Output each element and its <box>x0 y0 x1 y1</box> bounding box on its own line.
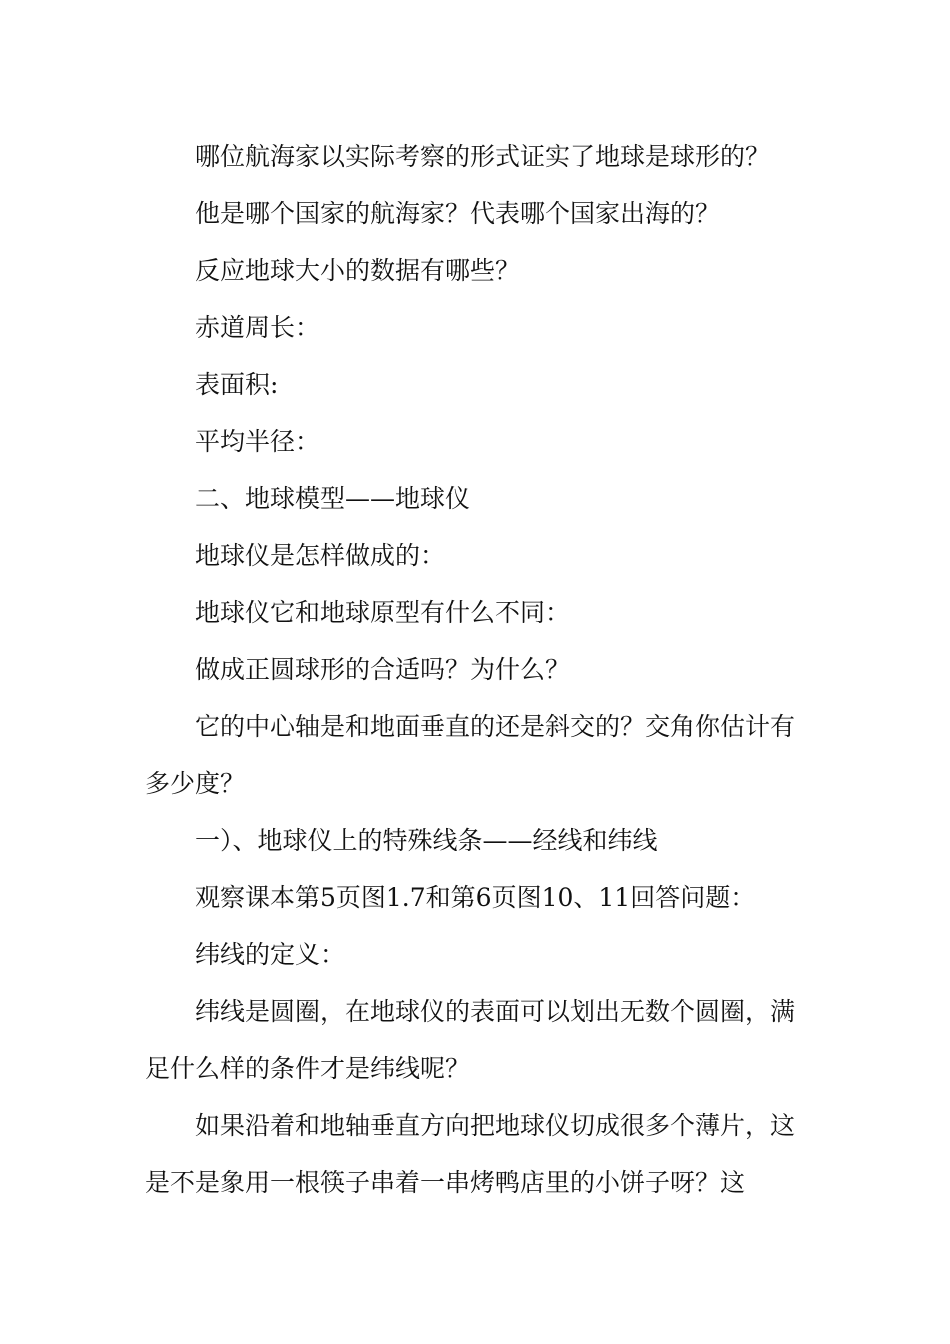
paragraph-globe-difference: 地球仪它和地球原型有什么不同： <box>195 598 571 627</box>
paragraph-observe-textbook: 观察课本第5页图1.7和第6页图10、11回答问题： <box>195 883 756 912</box>
paragraph-latitude-definition: 纬线的定义： <box>195 940 346 969</box>
paragraph-central-axis: 它的中心轴是和地面垂直的还是斜交的？交角你估计有多少度？ <box>145 712 796 798</box>
paragraph-perfect-sphere: 做成正圆球形的合适吗？为什么？ <box>195 655 571 684</box>
paragraph-mean-radius: 平均半径： <box>195 427 321 456</box>
paragraph-question-navigator: 哪位航海家以实际考察的形式证实了地球是球形的？ <box>195 142 771 171</box>
paragraph-question-country: 他是哪个国家的航海家？代表哪个国家出海的？ <box>195 199 721 228</box>
paragraph-globe-slices: 如果沿着和地轴垂直方向把地球仪切成很多个薄片，这是不是象用一根筷子串着一串烤鸭店里的小饼子呀？这 <box>145 1111 796 1197</box>
subsection-heading-special-lines: 一）、地球仪上的特殊线条——经线和纬线 <box>195 826 658 855</box>
paragraph-equator-circumference: 赤道周长： <box>195 313 321 342</box>
paragraph-latitude-circles: 纬线是圆圈，在地球仪的表面可以划出无数个圆圈，满足什么样的条件才是纬线呢？ <box>145 997 796 1083</box>
section-heading-globe-model: 二、地球模型——地球仪 <box>195 484 471 513</box>
paragraph-globe-made: 地球仪是怎样做成的： <box>195 541 446 570</box>
document-body <box>145 128 810 1211</box>
paragraph-surface-area: 表面积: <box>195 370 279 399</box>
paragraph-question-earth-size: 反应地球大小的数据有哪些？ <box>195 256 521 285</box>
